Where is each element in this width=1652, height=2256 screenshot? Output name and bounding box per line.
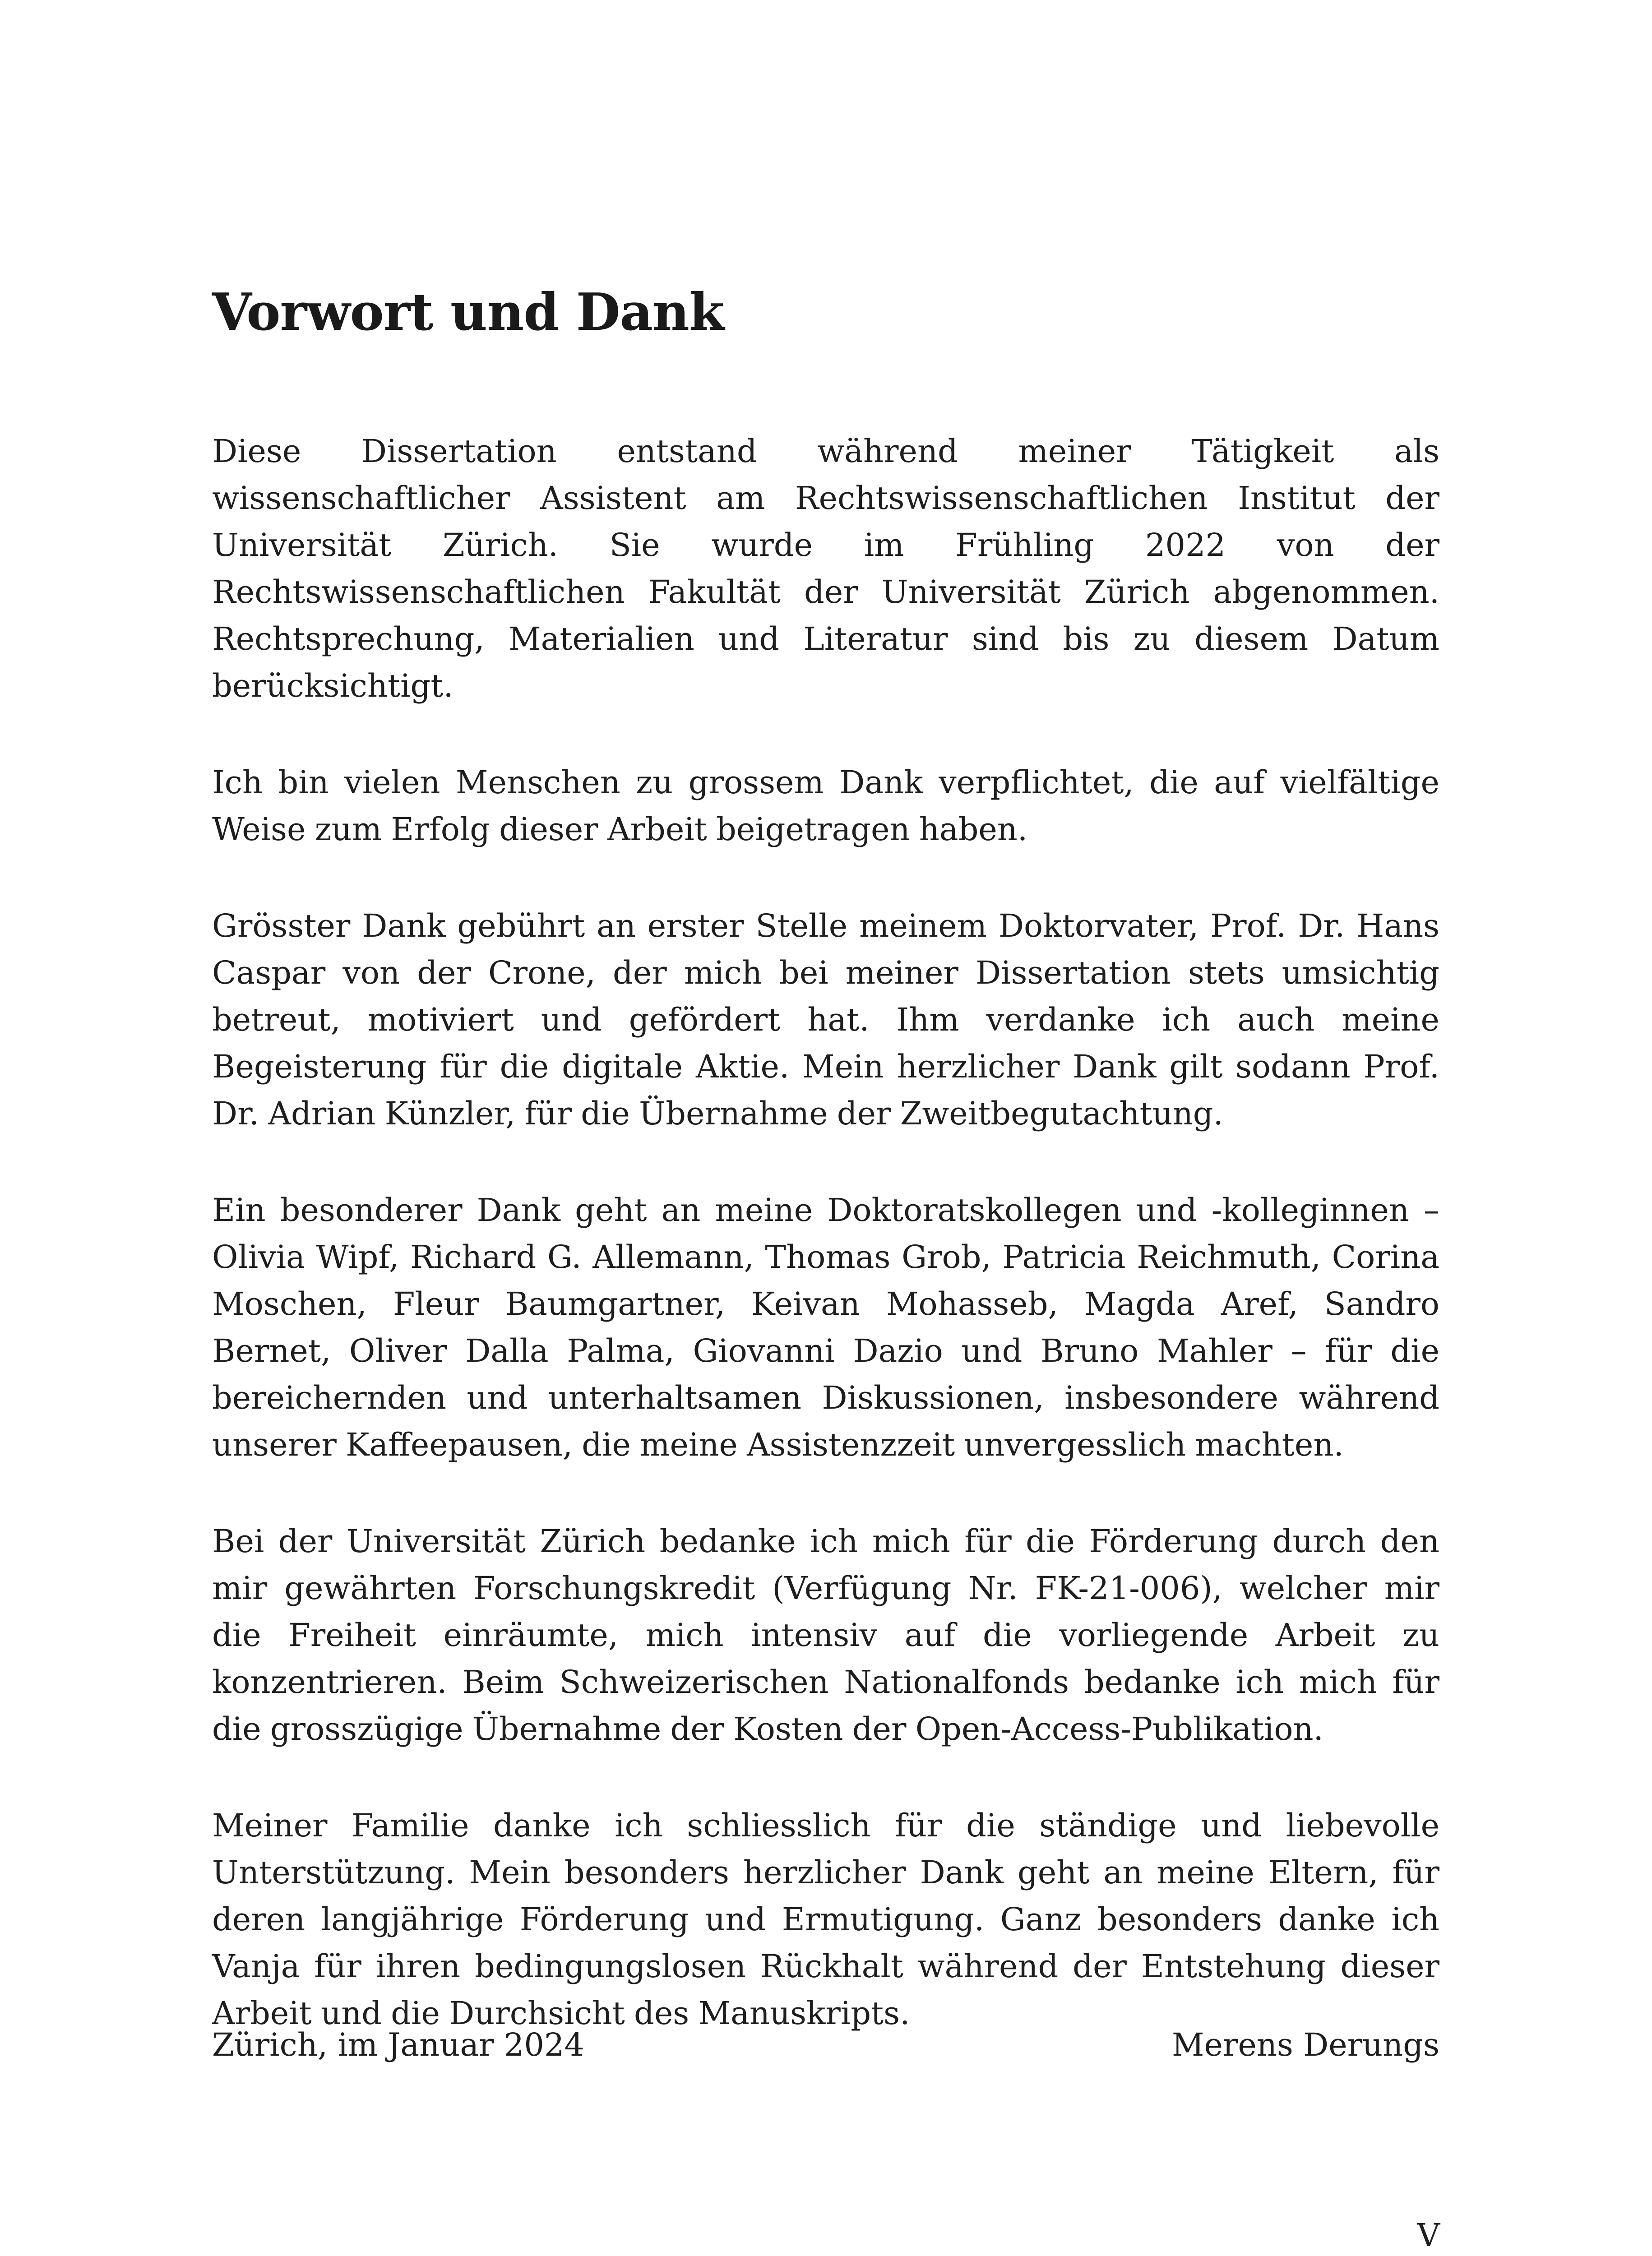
page-title: Vorwort und Dank [212,282,724,342]
author-name: Merens Derungs [1171,2026,1439,2063]
paragraph-family-thanks: Meiner Familie danke ich schliesslich für die ständige und liebevolle Unterstützung. Mein besonders herzlicher Dank geht an meine Eltern, für deren langjährige Förderung und Ermutigung. Ganz besonders danke ich Vanja für ihren bedingungslosen Rückhalt während der Entstehung dieser Arbeit und die Durchsicht des Manuskripts. [212,1807,1439,2032]
paragraph-supervisor-thanks: Grösster Dank gebührt an erster Stelle meinem Doktorvater, Prof. Dr. Hans Caspar von der Crone, der mich bei meiner Dissertation stets umsichtig betreut, motiviert und gefördert hat. Ihm verdanke ich auch meine Begeisterung für die digitale Aktie. Mein herzlicher Dank gilt sodann Prof. Dr. Adrian Künzler, für die Übernahme der Zweitbegutachtung. [212,907,1439,1132]
paragraph-general-thanks: Ich bin vielen Menschen zu grossem Dank verpflichtet, die auf vielfältige Weise zum Erfolg dieser Arbeit beigetragen haben. [212,764,1439,848]
paragraph-funding-thanks: Bei der Universität Zürich bedanke ich mich für die Förderung durch den mir gewährten Forschungskredit (Verfügung Nr. FK-21-006), welcher mir die Freiheit einräumte, mich intensiv auf die vorliegende Arbeit zu konzentrieren. Beim Schweizerischen Nationalfonds bedanke ich mich für die grosszügige Übernahme der Kosten der Open-Access-Publikation. [212,1523,1439,1747]
paragraph-dissertation-context: Diese Dissertation entstand während meiner Tätigkeit als wissenschaftlicher Assistent am Rechtswissenschaftlichen Institut der Universität Zürich. Sie wurde im Frühling 2022 von der Rechtswissenschaftlichen Fakultät der Universität Zürich abgenommen. Rechtsprechung, Materialien und Literatur sind bis zu diesem Datum berücksichtigt. [212,433,1439,704]
preface-body [212,428,1439,2086]
closing-line [212,2021,1439,2068]
place-and-date: Zürich, im Januar 2024 [212,2026,584,2063]
page-number: V [1417,2217,1440,2254]
paragraph-colleagues-thanks: Ein besonderer Dank geht an meine Doktoratskollegen und -kolleginnen – Olivia Wipf, Richard G. Allemann, Thomas Grob, Patricia Reichmuth, Corina Moschen, Fleur Baumgartner, Keivan Mohasseb, Magda Aref, Sandro Bernet, Oliver Dalla Palma, Giovanni Dazio und Bruno Mahler – für die bereichernden und unterhaltsamen Diskussionen, insbesondere während unserer Kaffeepausen, die meine Assistenzzeit unvergesslich machten. [212,1192,1439,1463]
